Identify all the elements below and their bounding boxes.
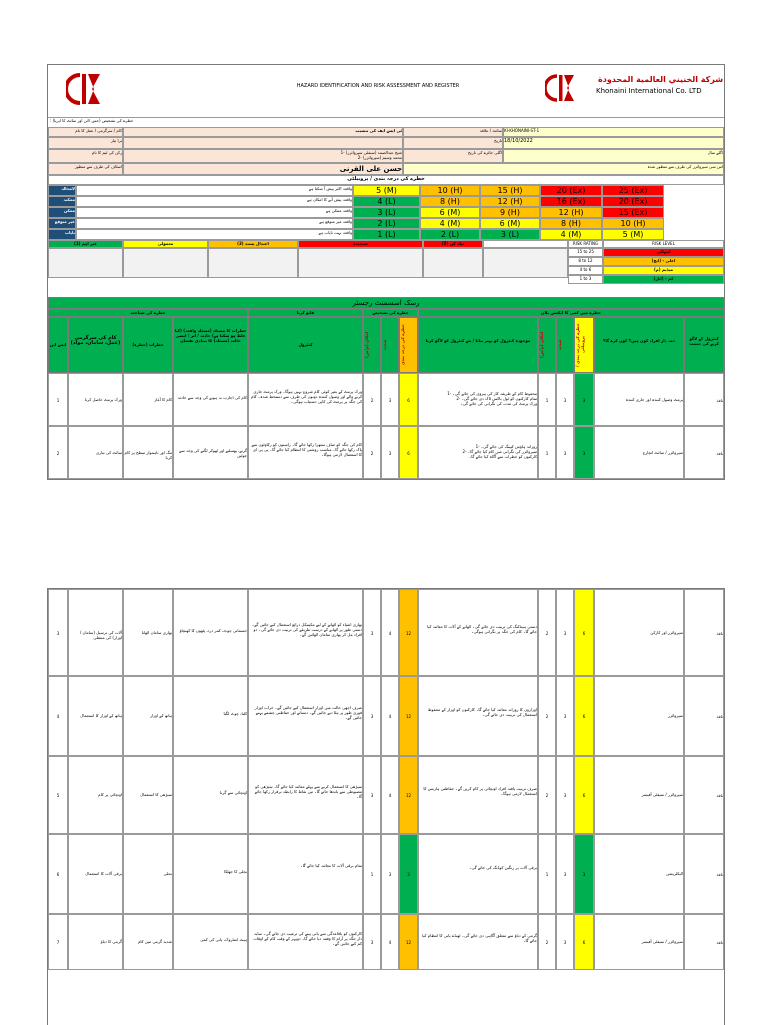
row-responsible: سپروائزر / سیفٹی آفیسر (594, 756, 684, 834)
row-risk2: 3 (574, 373, 594, 426)
activity-value: ٹی ایس ایف کی تنصیب (123, 127, 403, 137)
col-status: کنٹرول کے لاگو کرنے کی حیثیت (684, 317, 724, 373)
row-improve: دستی ہینڈلنگ کی تربیت دی جائے گی۔ اٹھانے کے آلات کا معائنہ کیا جائے گا۔ کام کی جگہ پر نگرانی ہوگی۔ (418, 589, 538, 676)
group-control: قابو کرنا (248, 309, 363, 317)
team-members: شیخ عبدالصمد (سیفٹی سپروائزر) -1 محمد وسیم (سپروائزر) -2 (123, 149, 403, 163)
col-controls: کنٹرول (248, 317, 363, 373)
review-value: اگلے سال (503, 149, 724, 163)
row-severity: 3 (381, 373, 399, 426)
matrix-cell: 10 (H) (420, 185, 480, 196)
row-severity2: 3 (556, 914, 574, 970)
matrix-cell: 4 (M) (540, 229, 602, 240)
row-effect: جسمانی چوٹ، کمر درد، پٹھوں کا کھنچاؤ (173, 589, 248, 676)
row-controls: صرف اچھی حالت میں اوزار استعمال کیے جائیں گے۔ خراب اوزار فوری طور پر ہٹا دیے جائیں گے۔ دستانے اور حفاظتی چشمے پہنے جائیں گے۔ (248, 676, 363, 756)
row-effect: اونچائی سے گرنا (173, 756, 248, 834)
row-hazard: بجلی (123, 834, 173, 914)
row-activity: اونچائی پر کام (68, 756, 123, 834)
row-status: نافذ (684, 756, 724, 834)
row-severity2: 3 (556, 426, 574, 479)
matrix-cell: 12 (H) (480, 196, 540, 207)
risk-range: 8 to 12 (568, 257, 603, 266)
row-likelihood2: 2 (538, 914, 556, 970)
row-severity: 4 (381, 676, 399, 756)
register-sheet-page-1 (47, 64, 725, 480)
row-effect: بجلی کا جھٹکا (173, 834, 248, 914)
row-responsible: الیکٹریشن (594, 834, 684, 914)
likelihood-label: لامحالہ (48, 185, 76, 196)
col-severity: شدت (381, 317, 399, 373)
row-effect: ہیٹ اسٹروک، پانی کی کمی (173, 914, 248, 970)
row-severity2: 3 (556, 756, 574, 834)
sign-label: اس سی سپروائزر کی طرف سے منظور شدہ (403, 163, 724, 175)
row-activity: ہاتھ کے اوزار کا استعمال (68, 676, 123, 756)
severity-desc-cell (483, 248, 568, 278)
likelihood-desc: واقعہ غیر متوقع ہے (76, 218, 353, 229)
matrix-cell: 16 (Ex) (540, 196, 602, 207)
row-risk2: 3 (574, 834, 594, 914)
row-likelihood: 2 (363, 373, 381, 426)
row-hazard: سیڑھی کا استعمال (123, 756, 173, 834)
col-likelihood2: امکان (م/س) (538, 317, 556, 373)
matrix-cell: 10 (H) (602, 218, 664, 229)
matrix-cell: 20 (Ex) (540, 185, 602, 196)
row-activity: گرمی کا دباؤ (68, 914, 123, 970)
row-controls: کارکنوں کو باقاعدگی سے پانی پینے کی ترغیب دی جائے گی۔ سایہ دار جگہ پر آرام کا وقفہ دیا جائے گا۔ دوپہر کے وقت کام کے اوقات کم کیے جائیں گے۔ (248, 914, 363, 970)
row-risk: 12 (399, 914, 418, 970)
row-likelihood2: 1 (538, 373, 556, 426)
register-sheet-page-2 (47, 588, 725, 1025)
row-severity2: 3 (556, 373, 574, 426)
risk-range: 4 to 6 (568, 266, 603, 275)
matrix-cell: 15 (H) (480, 185, 540, 196)
prepared-value (123, 137, 403, 149)
row-sn: 7 (48, 914, 68, 970)
row-severity: 4 (381, 589, 399, 676)
matrix-cell: 6 (M) (420, 207, 480, 218)
matrix-cell: 5 (M) (353, 185, 420, 196)
row-improve: محفوظ کام کے طریقہ کار کی پیروی کی جائے گی۔ -1 تمام کارکنوں کو ٹول باکس ٹاک دی جائے گی۔ -2 ورک پرمٹ کی مدت کی نگرانی کی جائے گی۔ (418, 373, 538, 426)
matrix-cell: 2 (L) (353, 218, 420, 229)
intro-line (48, 117, 724, 127)
row-effect: کٹنا، چوٹ لگنا (173, 676, 248, 756)
severity-desc-cell (423, 248, 483, 278)
row-controls: کام کی جگہ کو صاف ستھرا رکھا جائے گا۔ راستوں کو رکاوٹوں سے پاک رکھا جائے گا۔ مناسب روشنی کا انتظام کیا جائے گا۔ پی پی ای کا استعمال لازمی ہوگا۔ (248, 426, 363, 479)
matrix-heading: خطرے کی درجہ بندی / پروبیلٹی (48, 175, 724, 185)
date-label: تاریخ (403, 137, 503, 149)
row-likelihood: 3 (363, 589, 381, 676)
row-sn: 6 (48, 834, 68, 914)
group-action: خطرے میں کمی کا ایکشن پلان (418, 309, 724, 317)
row-likelihood: 3 (363, 756, 381, 834)
severity-header: معمولی (123, 240, 208, 248)
row-risk: 6 (399, 373, 418, 426)
row-responsible: سپروائزر اور کارکن (594, 589, 684, 676)
approved-label: اسٹاف کی طرف سے منظور (48, 163, 123, 175)
likelihood-label: نایاب (48, 229, 76, 240)
row-likelihood2: 1 (538, 426, 556, 479)
row-hazard: شدید گرمی میں کام (123, 914, 173, 970)
matrix-cell: 3 (L) (480, 229, 540, 240)
row-status: نافذ (684, 373, 724, 426)
risk-level-name: کم - (ایل) (603, 275, 724, 284)
col-existing: موجودہ کنٹرول کو بہتر بنانا / نئے کنٹرول کو لاگو کرنا (418, 317, 538, 373)
row-effect: گرنے، پھسلنے اور ٹھوکر لگنے کی وجہ سے چوٹیں (173, 426, 248, 479)
row-likelihood: 1 (363, 834, 381, 914)
row-severity2: 3 (556, 589, 574, 676)
matrix-cell: 3 (L) (353, 207, 420, 218)
row-likelihood2: 2 (538, 676, 556, 756)
col-responsible: ذمہ دار افراد کون ہیں؟ کون کرے گا؟ (594, 317, 684, 373)
row-status: نافذ (684, 589, 724, 676)
group-assessment: خطرے کی تشخیص (363, 309, 418, 317)
risk-rating-label: RISK RATING (568, 240, 603, 248)
severity-header: غیر اہم (1) (48, 240, 123, 248)
row-likelihood: 2 (363, 426, 381, 479)
row-severity: 4 (381, 914, 399, 970)
risk-level-name: میڈیم (م) (603, 266, 724, 275)
matrix-cell: 6 (M) (480, 218, 540, 229)
risk-level-name: اعلی - (ایچ) (603, 257, 724, 266)
row-responsible: سپروائزر / سیفٹی آفیسر (594, 914, 684, 970)
row-severity: 3 (381, 834, 399, 914)
severity-desc-cell (123, 248, 208, 278)
severity-header: تباہ کن (5) (423, 240, 483, 248)
col-sn: ایس این (48, 317, 68, 373)
row-effect: کام کی اجازت نہ ہونے کی وجہ سے حادثہ (173, 373, 248, 426)
row-sn: 4 (48, 676, 68, 756)
row-controls: تمام برقی آلات کا معائنہ کیا جائے گا۔ (248, 834, 363, 914)
col-risk: خطرے کی درجہ بندی (399, 317, 418, 373)
matrix-cell: 2 (L) (420, 229, 480, 240)
row-likelihood2: 2 (538, 589, 556, 676)
severity-spacer (483, 240, 568, 248)
row-likelihood: 3 (363, 914, 381, 970)
row-sn: 5 (48, 756, 68, 834)
row-responsible: سپروائزر (594, 676, 684, 756)
likelihood-desc: واقعہ اکثر پیش آ سکتا ہے (76, 185, 353, 196)
row-controls: ورک پرمٹ کے بغیر کوئی کام شروع نہیں ہوگا۔ ورک پرمٹ جاری کرنے والے اور وصول کنندہ دونوں کی طرف سے دستخط شدہ۔ کام کی جگہ پر پرمٹ کی کاپی دستیاب ہوگی۔ (248, 373, 363, 426)
company-name-english: Khonaini International Co. LTD (596, 87, 702, 95)
row-improve: برقی آلات پر رنگین کوڈنگ کی جائے گی۔ (418, 834, 538, 914)
row-risk: 6 (399, 426, 418, 479)
row-improve: اوزاروں کا روزانہ معائنہ کیا جائے گا۔ کارکنوں کو اوزار کے محفوظ استعمال کی تربیت دی جائے گی۔ (418, 676, 538, 756)
area-label: کام / سرگرمی / عمل کا نام (48, 127, 123, 137)
row-sn: 1 (48, 373, 68, 426)
likelihood-desc: واقعہ بہت نایاب ہے (76, 229, 353, 240)
row-likelihood2: 1 (538, 834, 556, 914)
matrix-cell: 4 (L) (353, 196, 420, 207)
row-risk2: 6 (574, 914, 594, 970)
row-controls: بھاری اشیاء کو اٹھانے کے لیے مکینیکل ذرائع استعمال کیے جائیں گے۔ دستی طور پر اٹھانے کے درست طریقے کی تربیت دی جائے گی۔ دو افراد مل کر بھاری سامان اٹھائیں گے۔ (248, 589, 363, 676)
row-status: نافذ (684, 914, 724, 970)
risk-range: 1 to 3 (568, 275, 603, 284)
doc-ref: KI-KHONAINI-ST-1 (503, 127, 724, 137)
row-risk2: 6 (574, 589, 594, 676)
severity-header: اعتدال پسند (3) (208, 240, 298, 248)
row-risk2: 6 (574, 676, 594, 756)
severity-desc-cell (298, 248, 423, 278)
row-status: نافذ (684, 426, 724, 479)
row-improve: روزانہ ہاؤس کیپنگ کی جائے گی۔ -1 سپروائزر کی نگرانی میں کام کیا جائے گا۔ -2 کارکنوں کو خطرات سے آگاہ کیا جائے گا۔ (418, 426, 538, 479)
matrix-cell: 9 (H) (480, 207, 540, 218)
severity-desc-cell (208, 248, 298, 278)
likelihood-desc: واقعہ ممکن ہے (76, 207, 353, 218)
register-title: رسک اسسمنٹ رجسٹر (48, 297, 724, 309)
row-risk: 12 (399, 589, 418, 676)
intro-text: خطرے کی تشخیص (جس لائن اور سائٹ کا ایریا) : (50, 118, 134, 123)
matrix-cell: 8 (H) (540, 218, 602, 229)
row-activity: آلات کی ترسیل (سامان / اوزار) کی منتقلی (68, 589, 123, 676)
matrix-cell: 15 (Ex) (602, 207, 664, 218)
matrix-cell: 25 (Ex) (602, 185, 664, 196)
row-improve: صرف تربیت یافتہ افراد اونچائی پر کام کریں گے۔ حفاظتی ہارنس کا استعمال لازمی ہوگا۔ (418, 756, 538, 834)
matrix-cell: 5 (M) (602, 229, 664, 240)
severity-header: سنجیدہ (298, 240, 423, 248)
prepared-label: ترا تیار (48, 137, 123, 149)
row-hazard: کام کا آغاز (123, 373, 173, 426)
matrix-cell: 1 (L) (353, 229, 420, 240)
row-risk: 12 (399, 756, 418, 834)
row-responsible: سپروائزر / سائٹ انچارج (594, 426, 684, 479)
group-identification: خطرے کی شناخت (48, 309, 248, 317)
row-severity: 3 (381, 426, 399, 479)
row-risk2: 3 (574, 426, 594, 479)
col-risk2: خطرے کی درجہ بندی / پروبیلٹی (574, 317, 594, 373)
row-activity: ورک پرمٹ حاصل کرنا (68, 373, 123, 426)
company-name-arabic: شركة الخنيني العالمية المحدودة (598, 75, 724, 84)
row-activity: برقی آلات کا استعمال (68, 834, 123, 914)
matrix-cell: 8 (H) (420, 196, 480, 207)
row-hazard: تنگ اور ناہموار سطح پر کام کرنا (123, 426, 173, 479)
col-effect: خطرات کا مسئلہ (مسئلہ واقعہ) (کیا غلط ہو سکتا ہے) حادثہ / اثر / ایسی حالت (مسئلہ) کا بنیادی نقصان (173, 317, 248, 373)
row-severity2: 3 (556, 834, 574, 914)
team-label: رکن کی ٹیم کا نام (48, 149, 123, 163)
approver-name: حسن علی القرنی (123, 163, 403, 175)
row-risk: 12 (399, 676, 418, 756)
row-sn: 3 (48, 589, 68, 676)
col-likelihood: امکان (م/س) (363, 317, 381, 373)
likelihood-label: غیر متوقع (48, 218, 76, 229)
risk-level-name: انتہائی (603, 248, 724, 257)
risk-level-label: RISK LEVEL (603, 240, 724, 248)
review-label: اگلی جائزے کی تاریخ (403, 149, 503, 163)
row-status: نافذ (684, 676, 724, 756)
likelihood-desc: واقعہ پیش آنے کا امکان ہے (76, 196, 353, 207)
row-severity: 4 (381, 756, 399, 834)
matrix-cell: 4 (M) (420, 218, 480, 229)
col-activity: کام کی سرگرمی (عمل، سامان، مواد) (68, 317, 123, 373)
row-status: نافذ (684, 834, 724, 914)
col-hazard: خطرات (خطرہ) (123, 317, 173, 373)
row-risk2: 6 (574, 756, 594, 834)
row-risk: 3 (399, 834, 418, 914)
date-value: 18/10/2022 (503, 137, 724, 149)
severity-desc-cell (48, 248, 123, 278)
likelihood-label: ممکن (48, 207, 76, 218)
row-hazard: بھاری سامان اٹھانا (123, 589, 173, 676)
row-likelihood: 3 (363, 676, 381, 756)
row-hazard: ہاتھ کے اوزار (123, 676, 173, 756)
row-severity2: 3 (556, 676, 574, 756)
document-title: HAZARD IDENTIFICATION AND RISK ASSESSMENT AND REGISTER (296, 83, 460, 89)
company-logo-right (545, 73, 579, 103)
row-activity: سائٹ کی تیاری (68, 426, 123, 479)
row-improve: گرمی کے دباؤ سے متعلق آگاہی دی جائے گی۔ ٹھنڈے پانی کا انتظام کیا جائے گا۔ (418, 914, 538, 970)
company-logo-left (66, 71, 106, 107)
col-severity2: شدت (556, 317, 574, 373)
matrix-cell: 20 (Ex) (602, 196, 664, 207)
likelihood-label: ممکنہ (48, 196, 76, 207)
row-likelihood2: 2 (538, 756, 556, 834)
row-responsible: پرمٹ وصول کنندہ اور جاری کنندہ (594, 373, 684, 426)
matrix-cell: 12 (H) (540, 207, 602, 218)
risk-range: 15 to 25 (568, 248, 603, 257)
row-sn: 2 (48, 426, 68, 479)
row-controls: سیڑھی کا استعمال کرنے سے پہلے معائنہ کیا جائے گا۔ سیڑھی کو مضبوطی سے باندھا جائے گا۔ تین نقاط کا رابطہ برقرار رکھا جائے گا۔ (248, 756, 363, 834)
site-label: سائٹ / علاقہ (403, 127, 503, 137)
